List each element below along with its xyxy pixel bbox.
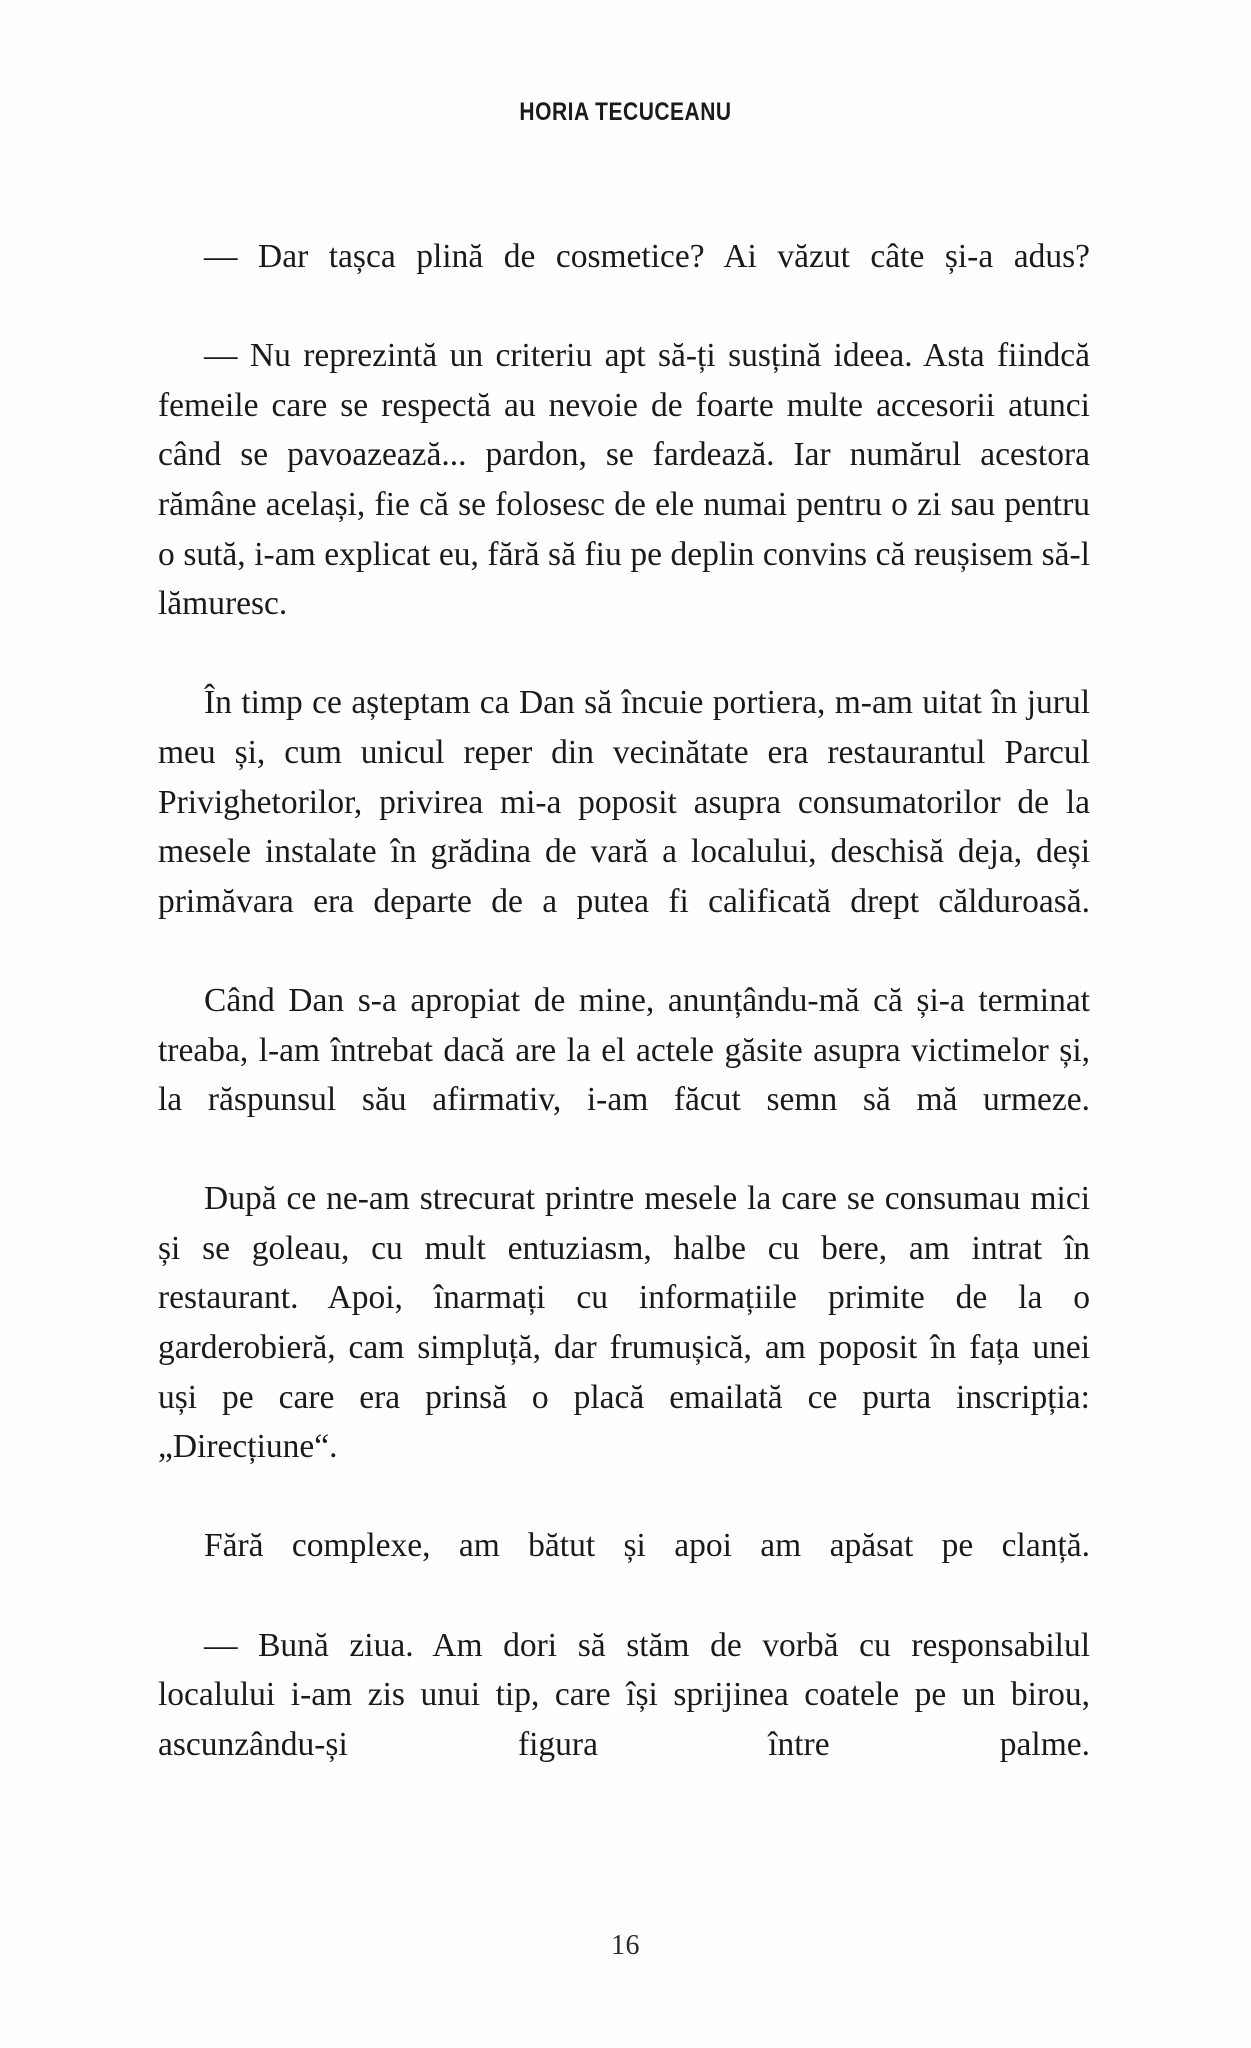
body-text-block <box>158 232 1090 1819</box>
paragraph: — Nu reprezintă un criteriu apt să-ți susțină ideea. Asta fiindcă femeile care se respectă au nevoie de foarte multe accesorii atunci când se pavoazează... pardon, se fardează. Iar numărul acestora rămâne același, fie că se folosesc de ele numai pentru o zi sau pentru o sută, i-am explicat eu, fără să fiu pe deplin convins că reușisem să-l lămuresc. <box>158 337 1090 623</box>
running-head <box>158 98 1093 132</box>
paragraph: — Bună ziua. Am dori să stăm de vorbă cu responsabilul localului i-am zis unui tip, care își sprijinea coatele pe un birou, ascunzându-și figura între palme. <box>158 1626 1090 1763</box>
page-number: 16 <box>611 1930 640 1961</box>
paragraph: În timp ce așteptam ca Dan să încuie portiera, m-am uitat în jurul meu și, cum unicul reper din vecinătate era restaurantul Parcul Privighetorilor, privirea mi-a poposit asupra consumatorilor de la mesele instalate în grădina de vară a localului, deschisă deja, deși primăvara era departe de a putea fi calificată drept călduroasă. <box>158 684 1090 920</box>
page-footer <box>0 1930 1251 1962</box>
paragraph: Fără complexe, am bătut și apoi am apăsat pe clanță. <box>204 1527 1090 1565</box>
paragraph: După ce ne-am strecurat printre mesele la care se consumau mici și se goleau, cu mult entuziasm, halbe cu bere, am intrat în restaurant. Apoi, înarmați cu informațiile primite de la o garderobieră, cam simpluță, dar frumușică, am poposit în fața unei uși pe care era prinsă o placă emailată ce purta inscripția: „Direcțiune“. <box>158 1180 1090 1466</box>
paragraph: Când Dan s-a apropiat de mine, anunțându-mă că și-a terminat treaba, l-am întrebat dacă are la el actele găsite asupra victimelor și, la răspunsul său afirmativ, i-am făcut semn să mă urmeze. <box>158 981 1090 1119</box>
paragraph: — Dar tașca plină de cosmetice? Ai văzut câte și-a adus? <box>204 238 1090 275</box>
running-head-author-name: HORIA TECUCEANU <box>519 98 732 126</box>
